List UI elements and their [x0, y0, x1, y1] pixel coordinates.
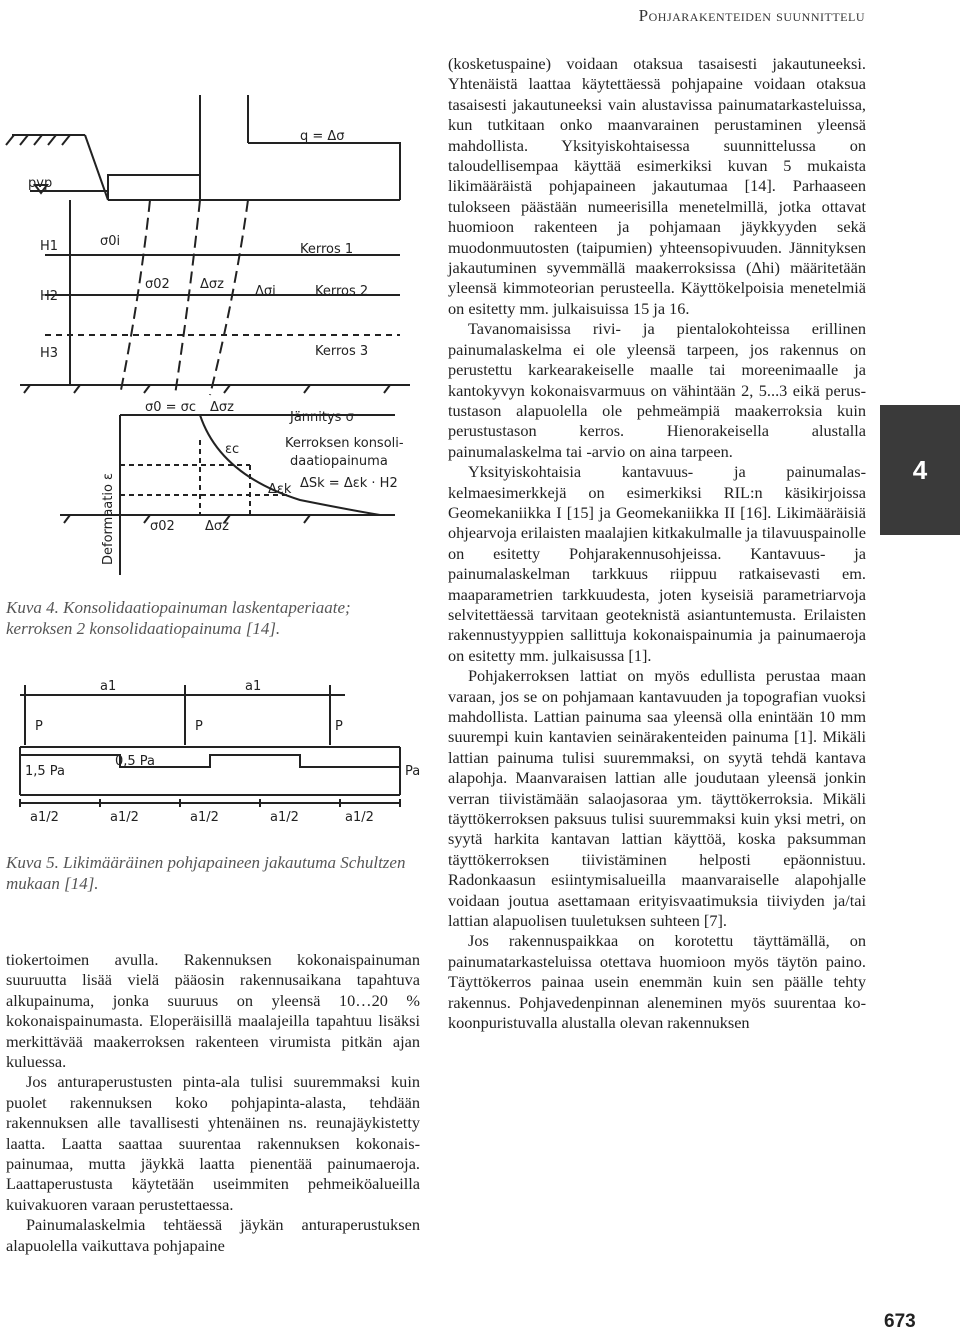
label-p-1: P [35, 719, 43, 734]
paragraph: Tavanomaisissa rivi- ja pientalokohteissa erillinen painumalaskelma ei ole yleensä tarpeen, jos rakennus on perustettu karkearakeiselle maalle tai moreenimaalle ja kantokyvyn kokonaisvarmuus on vähintään 2, 5...3 eikä perustustason alapuolella ole pehmeämpiä maakerroksia kuin perustustason kerros. Hienorakeisella alustalla painumalaskelma tai -arvio on aina tarpeen. [448, 319, 866, 461]
label-half-1: a1/2 [30, 810, 59, 825]
paragraph: tiokertoimen avulla. Rakennuksen kokonaispainuman suuruutta lisää vielä pääosin rakennusaikana tapahtuva alkupainuma, jonka suuruus on yleensä 10…20 % kokonaispainumasta. Eloperäisillä maalajeilla tapahtuu lisäksi merkittävää maakerroksen rakenteen virumista pitkän ajan kuluessa. [6, 950, 420, 1072]
label-a1-left: a1 [100, 679, 117, 694]
label-half-4: a1/2 [270, 810, 299, 825]
label-1-5-pa: 1,5 Pa [25, 764, 66, 779]
label-konsol-1: Kerroksen konsoli- [285, 436, 404, 451]
label-s02: σ02 [145, 277, 170, 292]
page-number: 673 [884, 1311, 916, 1332]
label-a1-right: a1 [245, 679, 262, 694]
label-ec: εc [225, 442, 240, 457]
label-half-3: a1/2 [190, 810, 219, 825]
running-header: Pohjarakenteiden suunnittelu [638, 6, 865, 25]
left-column-text [6, 950, 420, 1256]
label-s02b: σ02 [150, 519, 175, 534]
figure-5-diagram [0, 675, 425, 825]
label-dsk: ΔSk = Δεk · H2 [300, 476, 398, 491]
figure-5-caption: Kuva 5. Likimääräinen pohjapaineen jakautuma Schultzen mukaan [14]. [6, 853, 406, 893]
label-half-5: a1/2 [345, 810, 374, 825]
paragraph: Pohjakerroksen lattiat on myös edullista perustaa maan varaan, jos se on pohjamaan kantavuuden ja topografian vuoksi mahdollista. Lattian painuma saa yleensä olla enintään 10 mm suurempi kuin kantavien seinärakenteiden painuma [1]. Mikäli lattian painuma tulisi suuremmaksi, on syytä tehdä kantava alapohja. Maanvaraisen lattian alle joudutaan yleensä jonkin verran tiivistämään salaojasoraa ym. täyttökerroksia. Mikäli täyttökerroksen paksuus tulisi suuremmaksi kuin yksi metri, on syytä harkita kantavan lattian käyttöä, koska paksumman täyttökerroksen tiivistäminen helposti epäonnistuu. Radonkaasun esiintymisalueilla maanvaraiselle alapohjalle voidaan joutua asettamaan erityisvaatimuksia tiiviyden ja/tai lattian alapuolisen tuuletuksen suhteen [7]. [448, 666, 866, 931]
label-pa: Pa [405, 764, 421, 779]
label-p-2: P [195, 719, 203, 734]
paragraph: Jos rakennuspaikkaa on korotettu täyttämällä, on painumatarkasteluissa otettava huomioon myös täytön paino. Täyttökerros painaa usein enemmän kuin sen päälle tehty rakennus. Pohjavedenpinnan aleneminen myös suurentaa kokoonpuristuvalla alustalla olevan rakennuksen [448, 931, 866, 1033]
label-h1: H1 [40, 239, 59, 254]
paragraph: Yksityiskohtaisia kantavuus- ja painumalaskelmaesimerkkejä on esimerkiksi RIL:n käsikirjoissa Geomekaniikka I [15] ja Geomekaniikka II [16]. Likimääräisiä ohjearvoja erilaisten maalajien kitkakulmalle ja tilavuuspainolle on esitetty Pohjarakennusohjeissa. Kantavuus- ja painumalaskelman tarkkuus riippuu ratkaisevasti em. maaparametrien tarkkuudesta, joten kyseisiä parametriarvoja selvitettäessä tarvitaan geoteknistä asiantuntemusta. Erilaisten rakennustyyppien sallittuja kokonaispainumia ja painumaeroja on esitetty mm. julkaisussa [1]. [448, 462, 866, 665]
label-s0sc: σ0 = σc [145, 400, 197, 415]
label-dsz2: Δσz [210, 400, 234, 415]
label-h2: H2 [40, 289, 59, 304]
label-dek: Δεk [268, 482, 292, 497]
label-pvp: pvp [28, 176, 53, 191]
label-dszb: Δσz [205, 519, 229, 534]
paragraph: (kosketuspaine) voidaan otaksua tasaisesti jakautuneeksi. Yhtenäistä laattaa käytettäessä pohjapaine voidaan otaksua tasaisesti jakautuneeksi vain alustavissa painumatarkasteluissa, kun tutkitaan onko maanvarainen perustaminen yleensä mahdollista. Yksityiskohtaisessa suunnittelussa on taloudellisempaa käyttää esimerkiksi kuvan 5 mukaista likimääräistä pohjapaineen jakautumaa [14]. Parhaaseen tulokseen päästään numeerisilla menetelmillä, jotka ottavat huomioon rakenteen ja pohjamaan jäykkyyden sekä muodonmuutosten (taipumien) yhteensopivuuden. Jännityksen jakautuminen syvemmällä maakerroksissa (Δhi) määritetään yleensä kimmoteorian perusteella. Käyttökelpoisia menetelmiä on esitetty mm. julkaisuissa 15 ja 16. [448, 54, 866, 318]
label-half-2: a1/2 [110, 810, 139, 825]
label-deformaatio: Deformaatio ε [101, 472, 116, 565]
label-p-3: P [335, 719, 343, 734]
label-dsz: Δσz [200, 277, 224, 292]
figure-4-diagram [0, 95, 425, 590]
figure-4-caption: Kuva 4. Konsolidaatiopainuman laskentaperiaate; kerroksen 2 konsolidaatiopainuma [14]. [6, 598, 351, 638]
label-kerros2: Kerros 2 [315, 284, 369, 299]
label-q: q = Δσ [300, 129, 345, 144]
label-h3: H3 [40, 346, 59, 361]
label-konsol-2: daatiopainuma [290, 454, 388, 469]
label-jannitys: Jännitys σ [290, 410, 354, 425]
paragraph: Jos anturaperustusten pinta-ala tulisi suuremmaksi kuin puolet rakennuksen koko pohjapinta-alasta, tehdään rakennuksen alle tavallisesti yhtenäinen ns. reunajäykistetty laatta. Laatta saattaa suurentaa rakennuksen kokonaispainumaa, mutta jäykkä laatta pienentää painumaeroja. Laattaperustusta käytetään useimmiten pehmeiköalueilla kuivakuoren varaan perustettaessa. [6, 1072, 420, 1214]
label-kerros3: Kerros 3 [315, 344, 369, 359]
label-dsi: Δσi [255, 284, 276, 299]
paragraph: Painumalaskelmia tehtäessä jäykän anturaperustuksen alapuolella vaikuttava pohjapaine [6, 1215, 420, 1255]
label-0-5-pa: 0,5 Pa [115, 754, 156, 769]
chapter-tab: 4 [880, 405, 960, 535]
label-kerros1: Kerros 1 [300, 242, 354, 257]
label-s0i: σ0i [100, 234, 121, 249]
right-column-text [448, 54, 866, 1034]
